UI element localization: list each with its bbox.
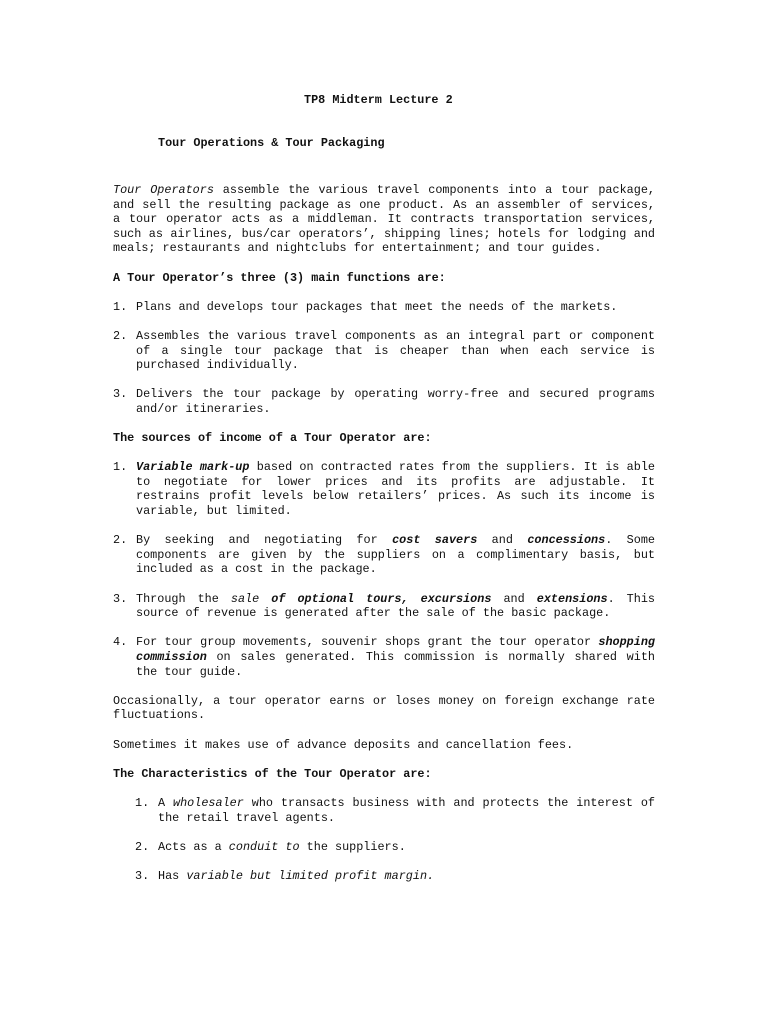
- income-list: [113, 460, 655, 679]
- list-number: 3.: [135, 868, 150, 883]
- characteristics-heading: The Characteristics of the Tour Operator are:: [113, 766, 432, 781]
- income-text: on sales generated. This commission is normally shared with the tour guide.: [136, 650, 655, 679]
- functions-list: [113, 300, 655, 417]
- list-item: [113, 300, 655, 315]
- list-number: 1.: [113, 460, 128, 475]
- income-text: and: [491, 591, 537, 606]
- income-term-shopping-commission: shopping commission: [136, 635, 655, 664]
- functions-heading: A Tour Operator’s three (3) main functions are:: [113, 270, 446, 285]
- list-item: [113, 635, 655, 679]
- income-heading: The sources of income of a Tour Operator are:: [113, 431, 432, 446]
- list-number: 3.: [113, 591, 128, 606]
- char-text: Has: [158, 868, 187, 883]
- list-item: [113, 533, 655, 577]
- list-number: 1.: [113, 299, 128, 314]
- income-text: Through the: [136, 591, 231, 606]
- intro-text: assemble the various travel components into a tour package, and sell the resulting package as one product. As an assembler of services, a tour operator acts as a middleman. It contracts transportation services, such as airlines, bus/car operators’, shipping lines; hotels for lodging and meals; restaurants and nightclubs for entertainment; and tour guides.: [113, 183, 655, 256]
- list-text: [158, 869, 655, 884]
- list-item: [113, 592, 655, 621]
- list-text: Assembles the various travel components as an integral part or component of a single tour package that is cheaper than when each service is purchased individually.: [136, 328, 655, 373]
- income-text: By seeking and negotiating for: [136, 533, 393, 548]
- income-text: . This source of revenue is generated after the sale of the basic package.: [136, 591, 655, 621]
- income-term-cost-savers: cost savers: [392, 533, 478, 548]
- income-term-concessions: concessions: [527, 533, 606, 548]
- list-text: [136, 460, 655, 518]
- char-text: who transacts business with and protects the interest of the retail travel agents.: [158, 795, 655, 825]
- income-text: For tour group movements, souvenir shops grant the tour operator: [136, 635, 599, 650]
- list-text: [136, 635, 655, 679]
- list-number: 1.: [135, 795, 150, 810]
- list-number: 4.: [113, 635, 128, 650]
- list-number: 2.: [113, 328, 128, 343]
- list-text: Plans and develops tour packages that meet the needs of the markets.: [136, 299, 618, 314]
- list-item: [113, 869, 655, 884]
- exchange-paragraph: Occasionally, a tour operator earns or loses money on foreign exchange rate fluctuations.: [113, 693, 655, 723]
- list-item: [113, 460, 655, 518]
- char-term-profit-margin: variable but limited profit margin.: [186, 868, 435, 883]
- income-term-optional-tours: of optional tours, excursions: [259, 591, 492, 606]
- document-body: [113, 183, 655, 898]
- char-text: A: [158, 795, 174, 810]
- income-term-sale: sale: [230, 591, 260, 606]
- list-item: [113, 329, 655, 373]
- list-number: 2.: [113, 533, 128, 548]
- document-subtitle: Tour Operations & Tour Packaging: [158, 136, 385, 150]
- list-text: Delivers the tour package by operating worry-free and secured programs and/or itineraries.: [136, 387, 655, 416]
- income-term-markup: Variable mark-up: [136, 460, 250, 475]
- income-text: and: [477, 533, 528, 548]
- char-text: Acts as a: [158, 839, 229, 854]
- list-number: 2.: [135, 839, 150, 854]
- char-term-conduit: conduit to: [228, 839, 300, 854]
- intro-term: Tour Operators: [113, 183, 214, 197]
- income-term-extensions: extensions: [536, 591, 608, 606]
- list-number: 3.: [113, 387, 128, 402]
- income-text: . Some components are given by the suppliers on a complimentary basis, but included as a cost in the package.: [136, 533, 656, 577]
- list-item: [113, 796, 655, 825]
- char-term-wholesaler: wholesaler: [173, 795, 244, 810]
- income-text: based on contracted rates from the suppliers. It is able to negotiate for lower prices and its profits are adjustable. It restrains profit levels below retailers’ prices. As such its income is variable, but limited.: [136, 460, 655, 519]
- document-title: TP8 Midterm Lecture 2: [304, 93, 453, 107]
- char-text: the suppliers.: [299, 839, 406, 854]
- intro-paragraph: [113, 183, 655, 256]
- list-text: [136, 533, 655, 577]
- list-item: [113, 840, 655, 855]
- list-text: [136, 592, 655, 621]
- list-item: [113, 387, 655, 416]
- list-text: [158, 840, 655, 855]
- deposits-paragraph: Sometimes it makes use of advance deposits and cancellation fees.: [113, 737, 574, 752]
- list-text: [158, 796, 655, 825]
- characteristics-list: [113, 796, 655, 884]
